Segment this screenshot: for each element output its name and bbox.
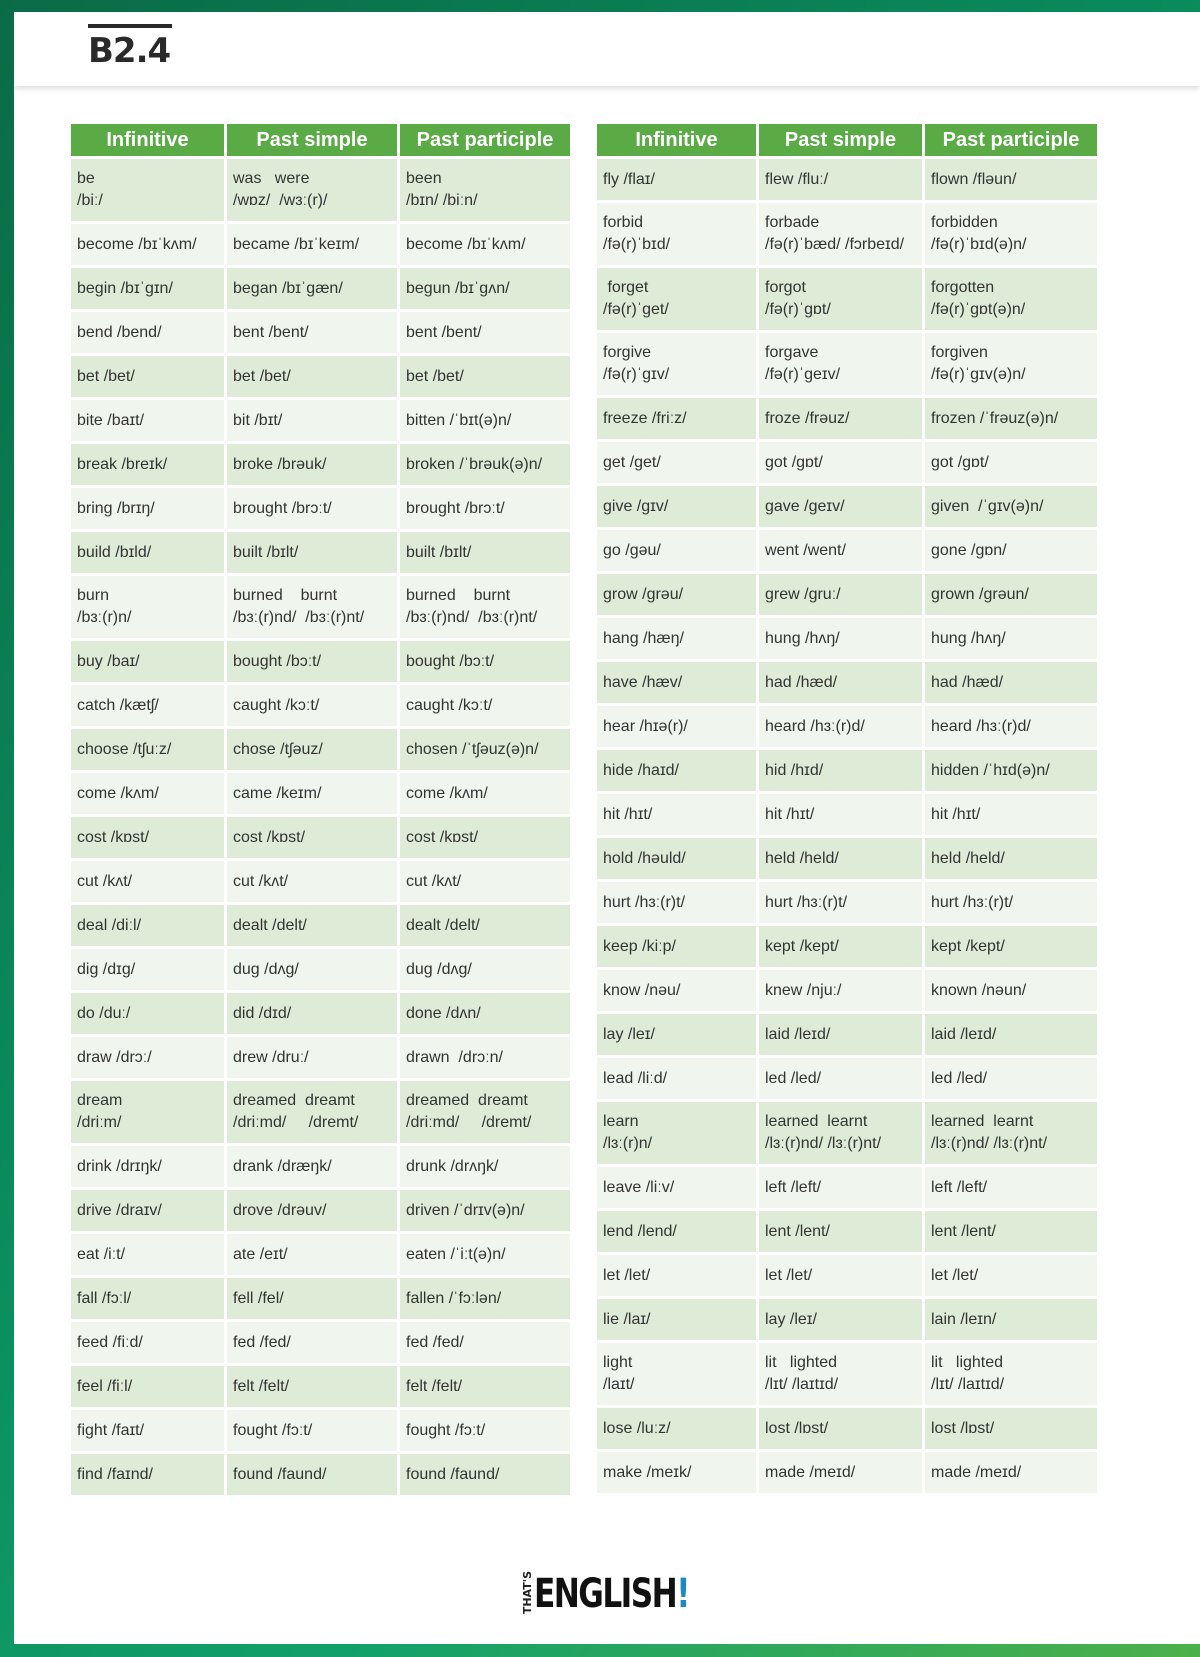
table-row	[597, 1408, 1097, 1452]
past-simple-cell: fought /fɔːt/	[227, 1410, 397, 1454]
table-row	[71, 444, 570, 488]
table-row	[71, 159, 570, 224]
past-participle-cell: caught /kɔːt/	[400, 685, 570, 729]
infinitive-cell: leave /liːv/	[597, 1167, 756, 1211]
table-row	[71, 905, 570, 949]
infinitive-cell: hide /haɪd/	[597, 750, 756, 794]
past-simple-cell: kept /kept/	[759, 926, 922, 970]
infinitive-cell: give /gɪv/	[597, 486, 756, 530]
past-participle-cell: bet /bet/	[400, 356, 570, 400]
table-header-row	[71, 124, 570, 159]
infinitive-cell: hurt /hɜː(r)t/	[597, 882, 756, 926]
thats-english-logo	[521, 1568, 733, 1617]
past-simple-cell: broke /brəuk/	[227, 444, 397, 488]
past-participle-cell: drunk /drʌŋk/	[400, 1146, 570, 1190]
infinitive-cell: hit /hɪt/	[597, 794, 756, 838]
header-past-participle: Past participle	[400, 124, 570, 159]
infinitive-cell: burn /bɜː(r)n/	[71, 576, 224, 641]
past-simple-cell: left /left/	[759, 1167, 922, 1211]
infinitive-cell: cut /kʌt/	[71, 861, 224, 905]
table-row	[71, 1278, 570, 1322]
past-simple-cell: flew /fluː/	[759, 159, 922, 203]
past-simple-cell: bit /bɪt/	[227, 400, 397, 444]
infinitive-cell: make /meɪk/	[597, 1452, 756, 1496]
infinitive-cell: deal /diːl/	[71, 905, 224, 949]
past-participle-cell: hidden /ˈhɪd(ə)n/	[925, 750, 1097, 794]
past-participle-cell: burned burnt /bɜː(r)nd/ /bɜː(r)nt/	[400, 576, 570, 641]
table-row	[71, 685, 570, 729]
infinitive-cell: go /gəu/	[597, 530, 756, 574]
past-simple-cell: bought /bɔːt/	[227, 641, 397, 685]
infinitive-cell: become /bɪˈkʌm/	[71, 224, 224, 268]
table-row	[597, 662, 1097, 706]
table-row	[71, 576, 570, 641]
table-row	[71, 532, 570, 576]
infinitive-cell: dream /driːm/	[71, 1081, 224, 1146]
logo-main-text	[534, 1571, 689, 1617]
table-row	[71, 949, 570, 993]
infinitive-cell: light /laɪt/	[597, 1343, 756, 1408]
past-participle-cell: forgiven /fə(r)ˈgɪv(ə)n/	[925, 333, 1097, 398]
past-participle-cell: known /nəun/	[925, 970, 1097, 1014]
past-participle-cell: lost /lɒst/	[925, 1408, 1097, 1452]
past-participle-cell: laid /leɪd/	[925, 1014, 1097, 1058]
past-participle-cell: kept /kept/	[925, 926, 1097, 970]
infinitive-cell: keep /kiːp/	[597, 926, 756, 970]
past-participle-cell: chosen /ˈtʃəuz(ə)n/	[400, 729, 570, 773]
past-participle-cell: lent /lent/	[925, 1211, 1097, 1255]
past-participle-cell: fought /fɔːt/	[400, 1410, 570, 1454]
table-row	[597, 706, 1097, 750]
table-row	[71, 993, 570, 1037]
past-simple-cell: brought /brɔːt/	[227, 488, 397, 532]
past-simple-cell: fed /fed/	[227, 1322, 397, 1366]
past-participle-cell: been /bɪn/ /biːn/	[400, 159, 570, 224]
past-simple-cell: found /faund/	[227, 1454, 397, 1498]
table-row	[71, 400, 570, 444]
logo-exclamation: !	[676, 1571, 689, 1617]
page-header	[14, 12, 1200, 86]
infinitive-cell: bet /bet/	[71, 356, 224, 400]
past-simple-cell: dealt /delt/	[227, 905, 397, 949]
level-title: B2.4	[88, 31, 171, 71]
past-participle-cell: bitten /ˈbɪt(ə)n/	[400, 400, 570, 444]
infinitive-cell: bite /baɪt/	[71, 400, 224, 444]
table-row	[71, 641, 570, 685]
past-participle-cell: fallen /ˈfɔːlən/	[400, 1278, 570, 1322]
infinitive-cell: buy /baɪ/	[71, 641, 224, 685]
past-participle-cell: come /kʌm/	[400, 773, 570, 817]
past-participle-cell: held /held/	[925, 838, 1097, 882]
past-participle-cell: lit lighted /lɪt/ /laɪtɪd/	[925, 1343, 1097, 1408]
infinitive-cell: be /biː/	[71, 159, 224, 224]
table-row	[71, 1410, 570, 1454]
table-row	[597, 882, 1097, 926]
table-row	[71, 1322, 570, 1366]
past-participle-cell: dreamed dreamt /driːmd/ /dremt/	[400, 1081, 570, 1146]
past-participle-cell: forbidden /fə(r)ˈbɪd(ə)n/	[925, 203, 1097, 268]
table-row	[597, 530, 1097, 574]
infinitive-cell: drive /draɪv/	[71, 1190, 224, 1234]
past-participle-cell: lain /leɪn/	[925, 1299, 1097, 1343]
past-participle-cell: let /let/	[925, 1255, 1097, 1299]
infinitive-cell: forget /fə(r)ˈget/	[597, 268, 756, 333]
past-simple-cell: came /keɪm/	[227, 773, 397, 817]
table-row	[71, 1190, 570, 1234]
table-row	[597, 442, 1097, 486]
past-participle-cell: fed /fed/	[400, 1322, 570, 1366]
table-row	[597, 159, 1097, 203]
infinitive-cell: hang /hæŋ/	[597, 618, 756, 662]
past-participle-cell: found /faund/	[400, 1454, 570, 1498]
past-simple-cell: cost /kɒst/	[227, 817, 397, 861]
past-participle-cell: got /gɒt/	[925, 442, 1097, 486]
past-simple-cell: caught /kɔːt/	[227, 685, 397, 729]
table-row	[71, 773, 570, 817]
past-simple-cell: knew /njuː/	[759, 970, 922, 1014]
past-simple-cell: burned burnt /bɜː(r)nd/ /bɜː(r)nt/	[227, 576, 397, 641]
header-past-simple: Past simple	[759, 124, 922, 159]
infinitive-cell: get /get/	[597, 442, 756, 486]
past-simple-cell: lost /lɒst/	[759, 1408, 922, 1452]
past-simple-cell: led /led/	[759, 1058, 922, 1102]
table-row	[597, 1255, 1097, 1299]
table-row	[71, 1454, 570, 1498]
table-row	[597, 1058, 1097, 1102]
table-row	[597, 1211, 1097, 1255]
past-participle-cell: led /led/	[925, 1058, 1097, 1102]
past-participle-cell: bought /bɔːt/	[400, 641, 570, 685]
infinitive-cell: lose /luːz/	[597, 1408, 756, 1452]
past-participle-cell: gone /gɒn/	[925, 530, 1097, 574]
past-simple-cell: lay /leɪ/	[759, 1299, 922, 1343]
table-row	[597, 838, 1097, 882]
table-row	[71, 1081, 570, 1146]
table-row	[71, 356, 570, 400]
infinitive-cell: let /let/	[597, 1255, 756, 1299]
infinitive-cell: draw /drɔː/	[71, 1037, 224, 1081]
infinitive-cell: break /breɪk/	[71, 444, 224, 488]
past-simple-cell: hit /hɪt/	[759, 794, 922, 838]
past-participle-cell: drawn /drɔːn/	[400, 1037, 570, 1081]
table-row	[71, 861, 570, 905]
past-simple-cell: bet /bet/	[227, 356, 397, 400]
past-participle-cell: eaten /ˈiːt(ə)n/	[400, 1234, 570, 1278]
table-row	[71, 312, 570, 356]
past-simple-cell: lit lighted /lɪt/ /laɪtɪd/	[759, 1343, 922, 1408]
table-row	[597, 1014, 1097, 1058]
past-simple-cell: let /let/	[759, 1255, 922, 1299]
table-row	[597, 333, 1097, 398]
infinitive-cell: dig /dɪg/	[71, 949, 224, 993]
past-simple-cell: went /went/	[759, 530, 922, 574]
past-simple-cell: held /held/	[759, 838, 922, 882]
past-participle-cell: dealt /delt/	[400, 905, 570, 949]
infinitive-cell: fight /faɪt/	[71, 1410, 224, 1454]
past-simple-cell: fell /fel/	[227, 1278, 397, 1322]
past-participle-cell: had /hæd/	[925, 662, 1097, 706]
past-simple-cell: drove /drəuv/	[227, 1190, 397, 1234]
past-participle-cell: felt /felt/	[400, 1366, 570, 1410]
table-row	[597, 1452, 1097, 1496]
infinitive-cell: have /hæv/	[597, 662, 756, 706]
past-participle-cell: broken /ˈbrəuk(ə)n/	[400, 444, 570, 488]
table-row	[71, 1234, 570, 1278]
past-simple-cell: drew /druː/	[227, 1037, 397, 1081]
past-participle-cell: heard /hɜː(r)d/	[925, 706, 1097, 750]
table-row	[597, 398, 1097, 442]
past-participle-cell: given /ˈgɪv(ə)n/	[925, 486, 1097, 530]
infinitive-cell: catch /kætʃ/	[71, 685, 224, 729]
table-row	[71, 729, 570, 773]
past-simple-cell: laid /leɪd/	[759, 1014, 922, 1058]
past-simple-cell: chose /tʃəuz/	[227, 729, 397, 773]
past-simple-cell: began /bɪˈgæn/	[227, 268, 397, 312]
infinitive-cell: come /kʌm/	[71, 773, 224, 817]
table-row	[597, 794, 1097, 838]
table-row	[597, 1167, 1097, 1211]
logo-word: ENGLISH	[534, 1571, 677, 1617]
table-row	[597, 203, 1097, 268]
past-participle-cell: grown /grəun/	[925, 574, 1097, 618]
infinitive-cell: find /faɪnd/	[71, 1454, 224, 1498]
past-simple-cell: grew /gruː/	[759, 574, 922, 618]
past-simple-cell: dug /dʌg/	[227, 949, 397, 993]
header-infinitive: Infinitive	[597, 124, 756, 159]
past-simple-cell: made /meɪd/	[759, 1452, 922, 1496]
past-simple-cell: had /hæd/	[759, 662, 922, 706]
infinitive-cell: lead /liːd/	[597, 1058, 756, 1102]
verb-table-left	[68, 124, 573, 1498]
table-row	[71, 817, 570, 861]
verb-table-right	[594, 124, 1100, 1496]
past-participle-cell: hung /hʌŋ/	[925, 618, 1097, 662]
table-row	[597, 1102, 1097, 1167]
past-simple-cell: gave /geɪv/	[759, 486, 922, 530]
table-row	[597, 574, 1097, 618]
past-simple-cell: hid /hɪd/	[759, 750, 922, 794]
past-simple-cell: did /dɪd/	[227, 993, 397, 1037]
infinitive-cell: forgive /fə(r)ˈgɪv/	[597, 333, 756, 398]
infinitive-cell: forbid /fə(r)ˈbɪd/	[597, 203, 756, 268]
infinitive-cell: know /nəu/	[597, 970, 756, 1014]
infinitive-cell: do /duː/	[71, 993, 224, 1037]
past-participle-cell: left /left/	[925, 1167, 1097, 1211]
past-participle-cell: flown /fləun/	[925, 159, 1097, 203]
table-row	[71, 224, 570, 268]
level-rule	[88, 24, 172, 28]
logo-small-text: THAT'S	[521, 1570, 534, 1614]
table-row	[71, 268, 570, 312]
infinitive-cell: learn /lɜː(r)n/	[597, 1102, 756, 1167]
past-participle-cell: brought /brɔːt/	[400, 488, 570, 532]
infinitive-cell: lend /lend/	[597, 1211, 756, 1255]
infinitive-cell: freeze /friːz/	[597, 398, 756, 442]
past-participle-cell: done /dʌn/	[400, 993, 570, 1037]
table-row	[597, 618, 1097, 662]
past-simple-cell: dreamed dreamt /driːmd/ /dremt/	[227, 1081, 397, 1146]
infinitive-cell: eat /iːt/	[71, 1234, 224, 1278]
past-participle-cell: hit /hɪt/	[925, 794, 1097, 838]
table-row	[71, 488, 570, 532]
past-participle-cell: dug /dʌg/	[400, 949, 570, 993]
past-simple-cell: forbade /fə(r)ˈbæd/ /fɔrbeɪd/	[759, 203, 922, 268]
past-participle-cell: cut /kʌt/	[400, 861, 570, 905]
table-row	[71, 1146, 570, 1190]
infinitive-cell: grow /grəu/	[597, 574, 756, 618]
past-simple-cell: froze /frəuz/	[759, 398, 922, 442]
past-participle-cell: built /bɪlt/	[400, 532, 570, 576]
infinitive-cell: lay /leɪ/	[597, 1014, 756, 1058]
past-simple-cell: forgave /fə(r)ˈgeɪv/	[759, 333, 922, 398]
header-past-participle: Past participle	[925, 124, 1097, 159]
table-row	[597, 926, 1097, 970]
past-simple-cell: drank /dræŋk/	[227, 1146, 397, 1190]
past-simple-cell: became /bɪˈkeɪm/	[227, 224, 397, 268]
past-participle-cell: begun /bɪˈgʌn/	[400, 268, 570, 312]
infinitive-cell: feed /fiːd/	[71, 1322, 224, 1366]
past-participle-cell: frozen /ˈfrəuz(ə)n/	[925, 398, 1097, 442]
past-simple-cell: bent /bent/	[227, 312, 397, 356]
infinitive-cell: feel /fiːl/	[71, 1366, 224, 1410]
infinitive-cell: fly /flaɪ/	[597, 159, 756, 203]
table-header-row	[597, 124, 1097, 159]
infinitive-cell: drink /drɪŋk/	[71, 1146, 224, 1190]
past-simple-cell: learned learnt /lɜː(r)nd/ /lɜː(r)nt/	[759, 1102, 922, 1167]
infinitive-cell: cost /kɒst/	[71, 817, 224, 861]
past-simple-cell: felt /felt/	[227, 1366, 397, 1410]
table-row	[71, 1037, 570, 1081]
past-participle-cell: learned learnt /lɜː(r)nd/ /lɜː(r)nt/	[925, 1102, 1097, 1167]
past-participle-cell: bent /bent/	[400, 312, 570, 356]
past-simple-cell: heard /hɜː(r)d/	[759, 706, 922, 750]
table-row	[71, 1366, 570, 1410]
table-row	[597, 970, 1097, 1014]
header-infinitive: Infinitive	[71, 124, 224, 159]
past-participle-cell: forgotten /fə(r)ˈgɒt(ə)n/	[925, 268, 1097, 333]
infinitive-cell: begin /bɪˈgɪn/	[71, 268, 224, 312]
table-row	[597, 750, 1097, 794]
table-row	[597, 1299, 1097, 1343]
infinitive-cell: choose /tʃuːz/	[71, 729, 224, 773]
past-participle-cell: hurt /hɜː(r)t/	[925, 882, 1097, 926]
past-simple-cell: hurt /hɜː(r)t/	[759, 882, 922, 926]
past-simple-cell: forgot /fə(r)ˈgɒt/	[759, 268, 922, 333]
header-past-simple: Past simple	[227, 124, 397, 159]
past-participle-cell: become /bɪˈkʌm/	[400, 224, 570, 268]
infinitive-cell: hear /hɪə(r)/	[597, 706, 756, 750]
past-participle-cell: cost /kɒst/	[400, 817, 570, 861]
past-participle-cell: made /meɪd/	[925, 1452, 1097, 1496]
infinitive-cell: lie /laɪ/	[597, 1299, 756, 1343]
infinitive-cell: fall /fɔːl/	[71, 1278, 224, 1322]
table-row	[597, 486, 1097, 530]
table-row	[597, 1343, 1097, 1408]
past-simple-cell: got /gɒt/	[759, 442, 922, 486]
past-simple-cell: lent /lent/	[759, 1211, 922, 1255]
past-simple-cell: ate /eɪt/	[227, 1234, 397, 1278]
infinitive-cell: build /bɪld/	[71, 532, 224, 576]
infinitive-cell: hold /həuld/	[597, 838, 756, 882]
past-simple-cell: hung /hʌŋ/	[759, 618, 922, 662]
past-simple-cell: was were /wɒz/ /wɜː(r)/	[227, 159, 397, 224]
past-simple-cell: cut /kʌt/	[227, 861, 397, 905]
infinitive-cell: bend /bend/	[71, 312, 224, 356]
past-simple-cell: built /bɪlt/	[227, 532, 397, 576]
table-row	[597, 268, 1097, 333]
past-participle-cell: driven /ˈdrɪv(ə)n/	[400, 1190, 570, 1234]
infinitive-cell: bring /brɪŋ/	[71, 488, 224, 532]
